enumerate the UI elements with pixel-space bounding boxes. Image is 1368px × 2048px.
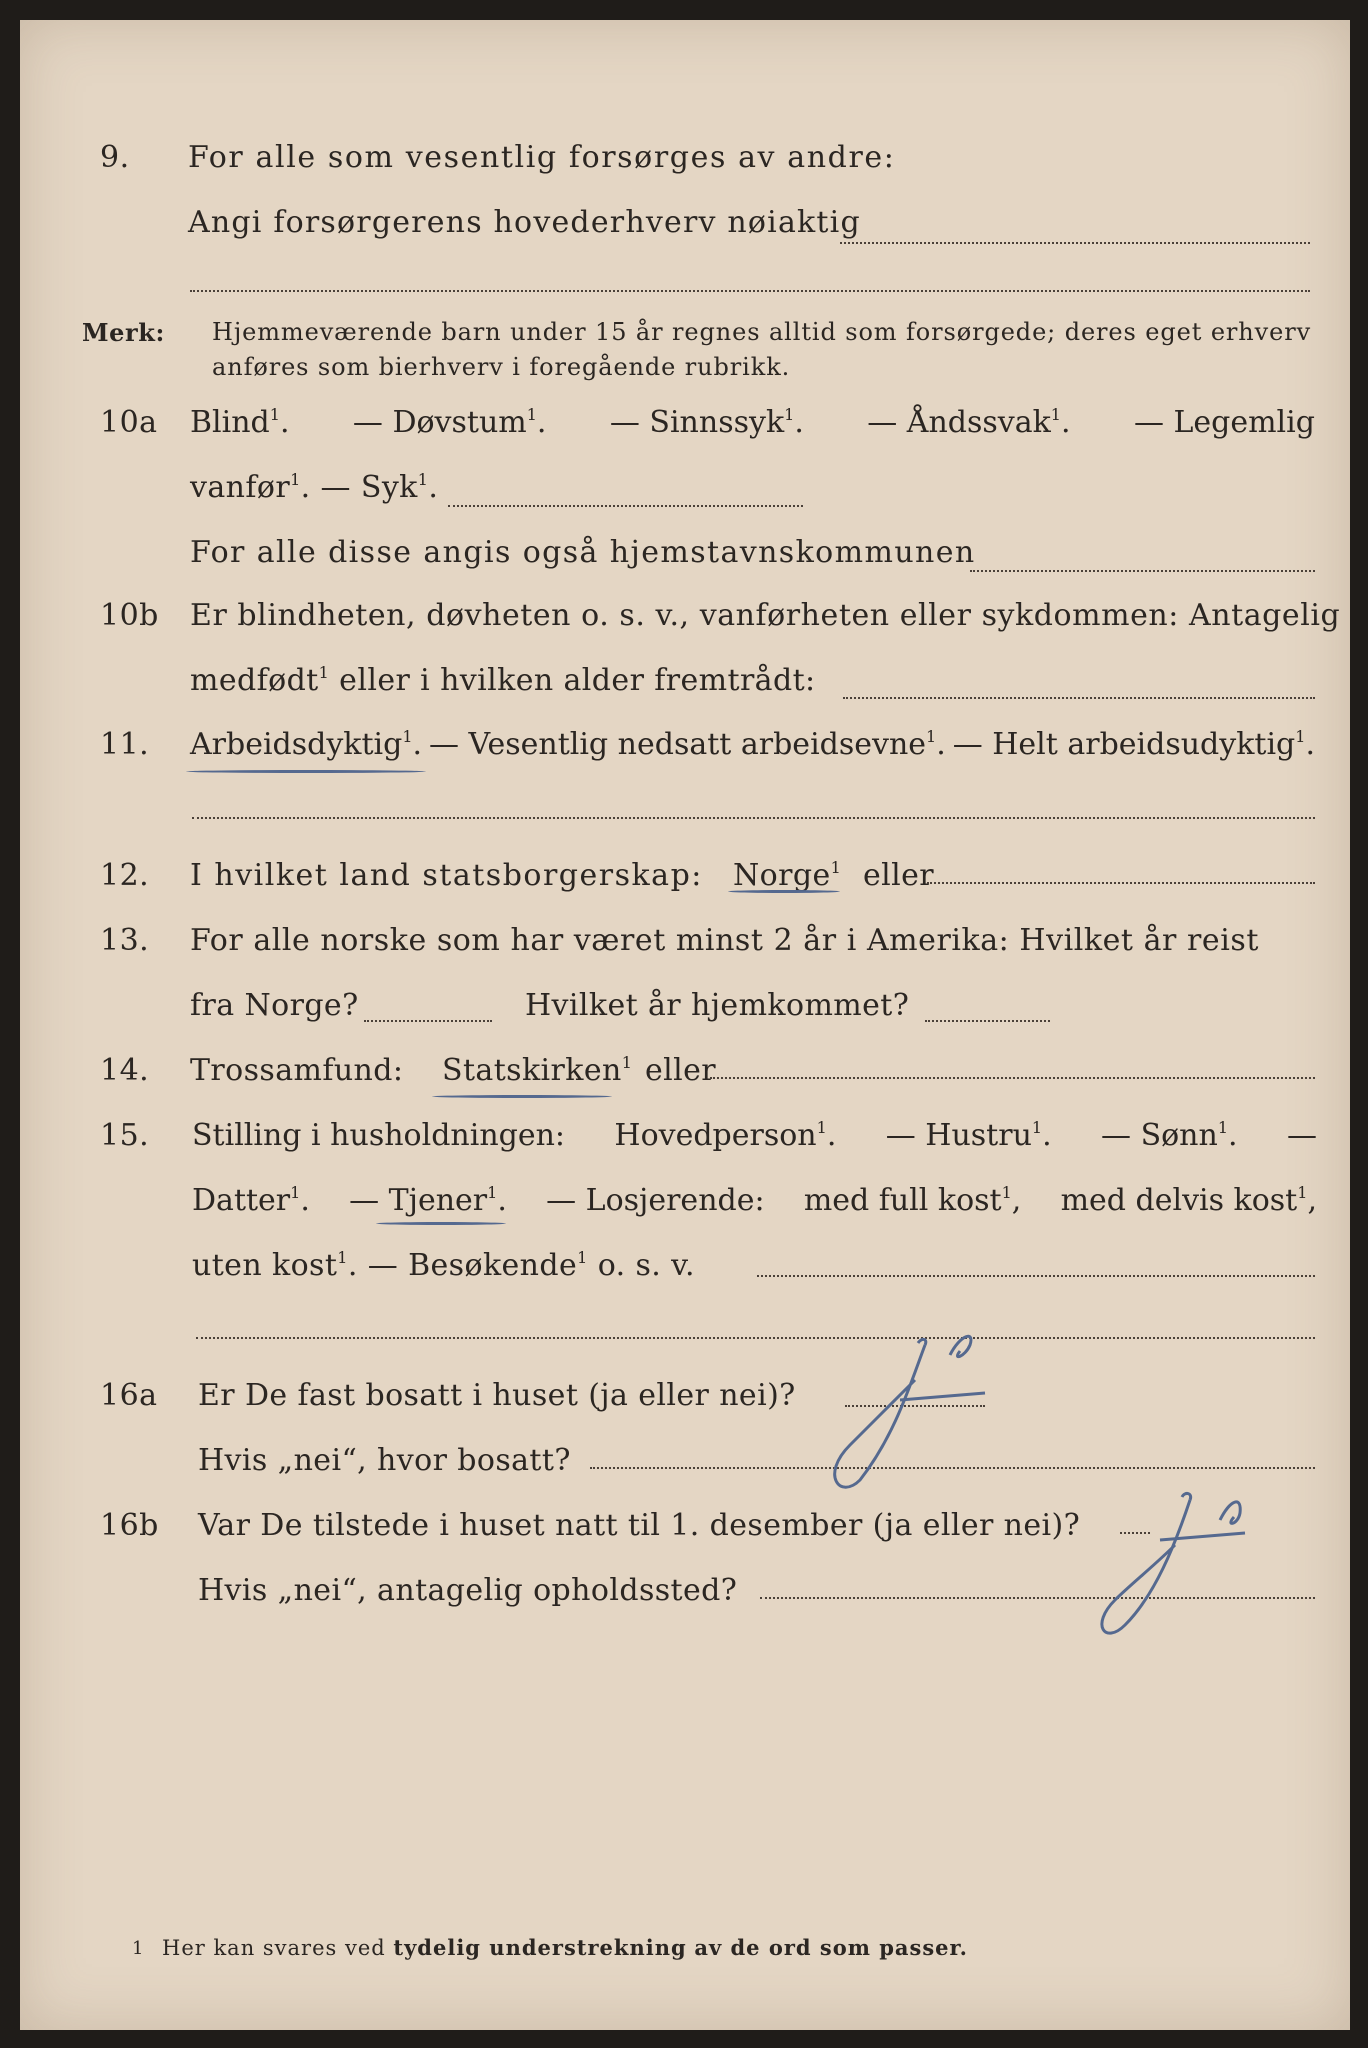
footnote-mark: 1 [132, 1938, 145, 1959]
q12-label: I hvilket land statsborgerskap: [190, 858, 703, 893]
q10b-line2-text: eller i hvilken alder fremtrådt: [339, 663, 816, 698]
q14-number: 14. [100, 1053, 150, 1088]
footnote-text-a: Her kan svares ved [162, 1936, 386, 1960]
q9-number: 9. [100, 140, 130, 175]
q13-number: 13. [100, 923, 150, 958]
q12-number: 12. [100, 858, 150, 893]
option-norge[interactable]: Norge$^1$ [733, 858, 842, 893]
option-arbeidsdyktig[interactable]: Arbeidsdyktig$^1$. [190, 727, 423, 762]
q16b-line1: Var De tilstede i huset natt til 1. desember (ja eller nei)? [198, 1508, 1081, 1543]
losjerende-label: — Losjerende: [546, 1183, 765, 1218]
option-andssvak[interactable]: — Åndssvak$^1$. [867, 405, 1071, 440]
q15-number: 15. [100, 1118, 150, 1153]
q12-eller: eller [863, 858, 935, 893]
option-delvis-kost[interactable]: med delvis kost$^1$, [1060, 1183, 1317, 1218]
q15-line1 [192, 1118, 1317, 1153]
q13-line1: For alle norske som har været minst 2 år i Amerika: Hvilket år reist [190, 923, 1259, 958]
q15-answer-line-2[interactable] [196, 1337, 1315, 1339]
q14-eller: eller [645, 1053, 717, 1088]
q10a-answer-line[interactable] [448, 505, 803, 507]
option-datter[interactable]: Datter$^1$. [192, 1183, 310, 1218]
q16b-number: 16b [100, 1508, 159, 1543]
q15-answer-line[interactable] [757, 1275, 1315, 1277]
q16a-line1: Er De fast bosatt i huset (ja eller nei)? [198, 1378, 796, 1413]
q10b-answer-line[interactable] [843, 697, 1315, 699]
option-full-kost[interactable]: med full kost$^1$, [803, 1183, 1022, 1218]
q13-hjemkommet-answer[interactable] [925, 1020, 1050, 1022]
merk-line2: anføres som bierhverv i foregående rubrikk. [212, 353, 791, 381]
census-form-page [20, 20, 1350, 2030]
option-hovedperson[interactable]: Hovedperson$^1$. [614, 1118, 837, 1153]
option-uten-kost[interactable]: uten kost$^1$. [192, 1248, 358, 1283]
option-syk[interactable]: — Syk$^1$. [320, 470, 439, 505]
option-tjener[interactable]: — Tjener$^1$. [349, 1183, 507, 1218]
option-arbeidsudyktig[interactable]: — Helt arbeidsudyktig$^1$. [952, 727, 1315, 762]
option-sonn[interactable]: — Sønn$^1$. [1101, 1118, 1238, 1153]
q9-line1: For alle som vesentlig forsørges av andre: [188, 140, 896, 175]
q10a-line3: For alle disse angis også hjemstavnskommunen [190, 535, 976, 570]
q13-hjemkommet-label: Hvilket år hjemkommet? [525, 988, 910, 1023]
q11-line [190, 727, 1315, 762]
q10b-number: 10b [100, 598, 159, 633]
q9-answer-line-2[interactable] [190, 290, 1310, 292]
option-besokende[interactable]: — Besøkende$^1$ [367, 1248, 588, 1283]
q9-answer-line[interactable] [840, 242, 1310, 244]
handwritten-ja-16a [800, 1325, 1000, 1505]
q14-label: Trossamfund: [190, 1053, 404, 1088]
q13-reist-label: fra Norge? [190, 988, 359, 1023]
option-dovstum[interactable]: — Døvstum$^1$. [352, 405, 547, 440]
footnote-emphasis: tydelig understrekning [393, 1935, 687, 1960]
merk-line1: Hjemmeværende barn under 15 år regnes alltid som forsørgede; deres eget erhverv [212, 318, 1312, 346]
option-blind[interactable]: Blind$^1$. [190, 405, 290, 440]
q16b-line2: Hvis „nei“, antagelig opholdssted? [198, 1573, 738, 1608]
q9-line2: Angi forsørgerens hovederhverv nøiaktig [188, 205, 861, 240]
option-vanfor[interactable]: vanfør$^1$. [190, 470, 311, 505]
q10a-hjemstavn-line[interactable] [970, 570, 1315, 572]
q12-answer-line[interactable] [927, 882, 1315, 884]
tjener-underline [376, 1222, 506, 1225]
option-medfodt[interactable]: medfødt$^1$ [190, 663, 330, 698]
q15-label: Stilling i husholdningen: [192, 1118, 566, 1153]
q11-answer-line[interactable] [192, 817, 1315, 819]
q15-dash: — [1286, 1118, 1317, 1153]
q11-number: 11. [100, 727, 150, 762]
footnote-text [162, 1935, 968, 1960]
norge-underline [728, 890, 840, 893]
footnote-text-c: av de ord som passer. [694, 1935, 968, 1960]
q15-line3 [192, 1248, 695, 1283]
arbeidsdyktig-underline [186, 770, 426, 773]
q14-answer-line[interactable] [710, 1077, 1315, 1079]
q10a-number: 10a [100, 405, 158, 440]
osv-text: o. s. v. [597, 1248, 695, 1283]
option-hustru[interactable]: — Hustru$^1$. [885, 1118, 1052, 1153]
statskirken-underline [432, 1095, 612, 1098]
option-sinnssyk[interactable]: — Sinnssyk$^1$. [609, 405, 804, 440]
q16a-number: 16a [100, 1378, 158, 1413]
handwritten-ja-16b [1070, 1475, 1290, 1655]
q10a-line1 [190, 405, 1315, 440]
q10a-line2 [190, 470, 438, 505]
option-nedsatt-arbeidsevne[interactable]: — Vesentlig nedsatt arbeidsevne$^1$. [429, 727, 946, 762]
q15-line2 [192, 1183, 1317, 1218]
option-legemlig[interactable]: — Legemlig [1133, 405, 1315, 440]
q10b-line2 [190, 663, 816, 698]
merk-label: Merk: [82, 318, 165, 347]
option-statskirken[interactable]: Statskirken$^1$ [442, 1053, 633, 1088]
q13-reist-answer[interactable] [364, 1020, 492, 1022]
q16a-line2: Hvis „nei“, hvor bosatt? [198, 1443, 571, 1478]
q10b-line1: Er blindheten, døvheten o. s. v., vanførheten eller sykdommen: Antagelig [190, 598, 1341, 633]
